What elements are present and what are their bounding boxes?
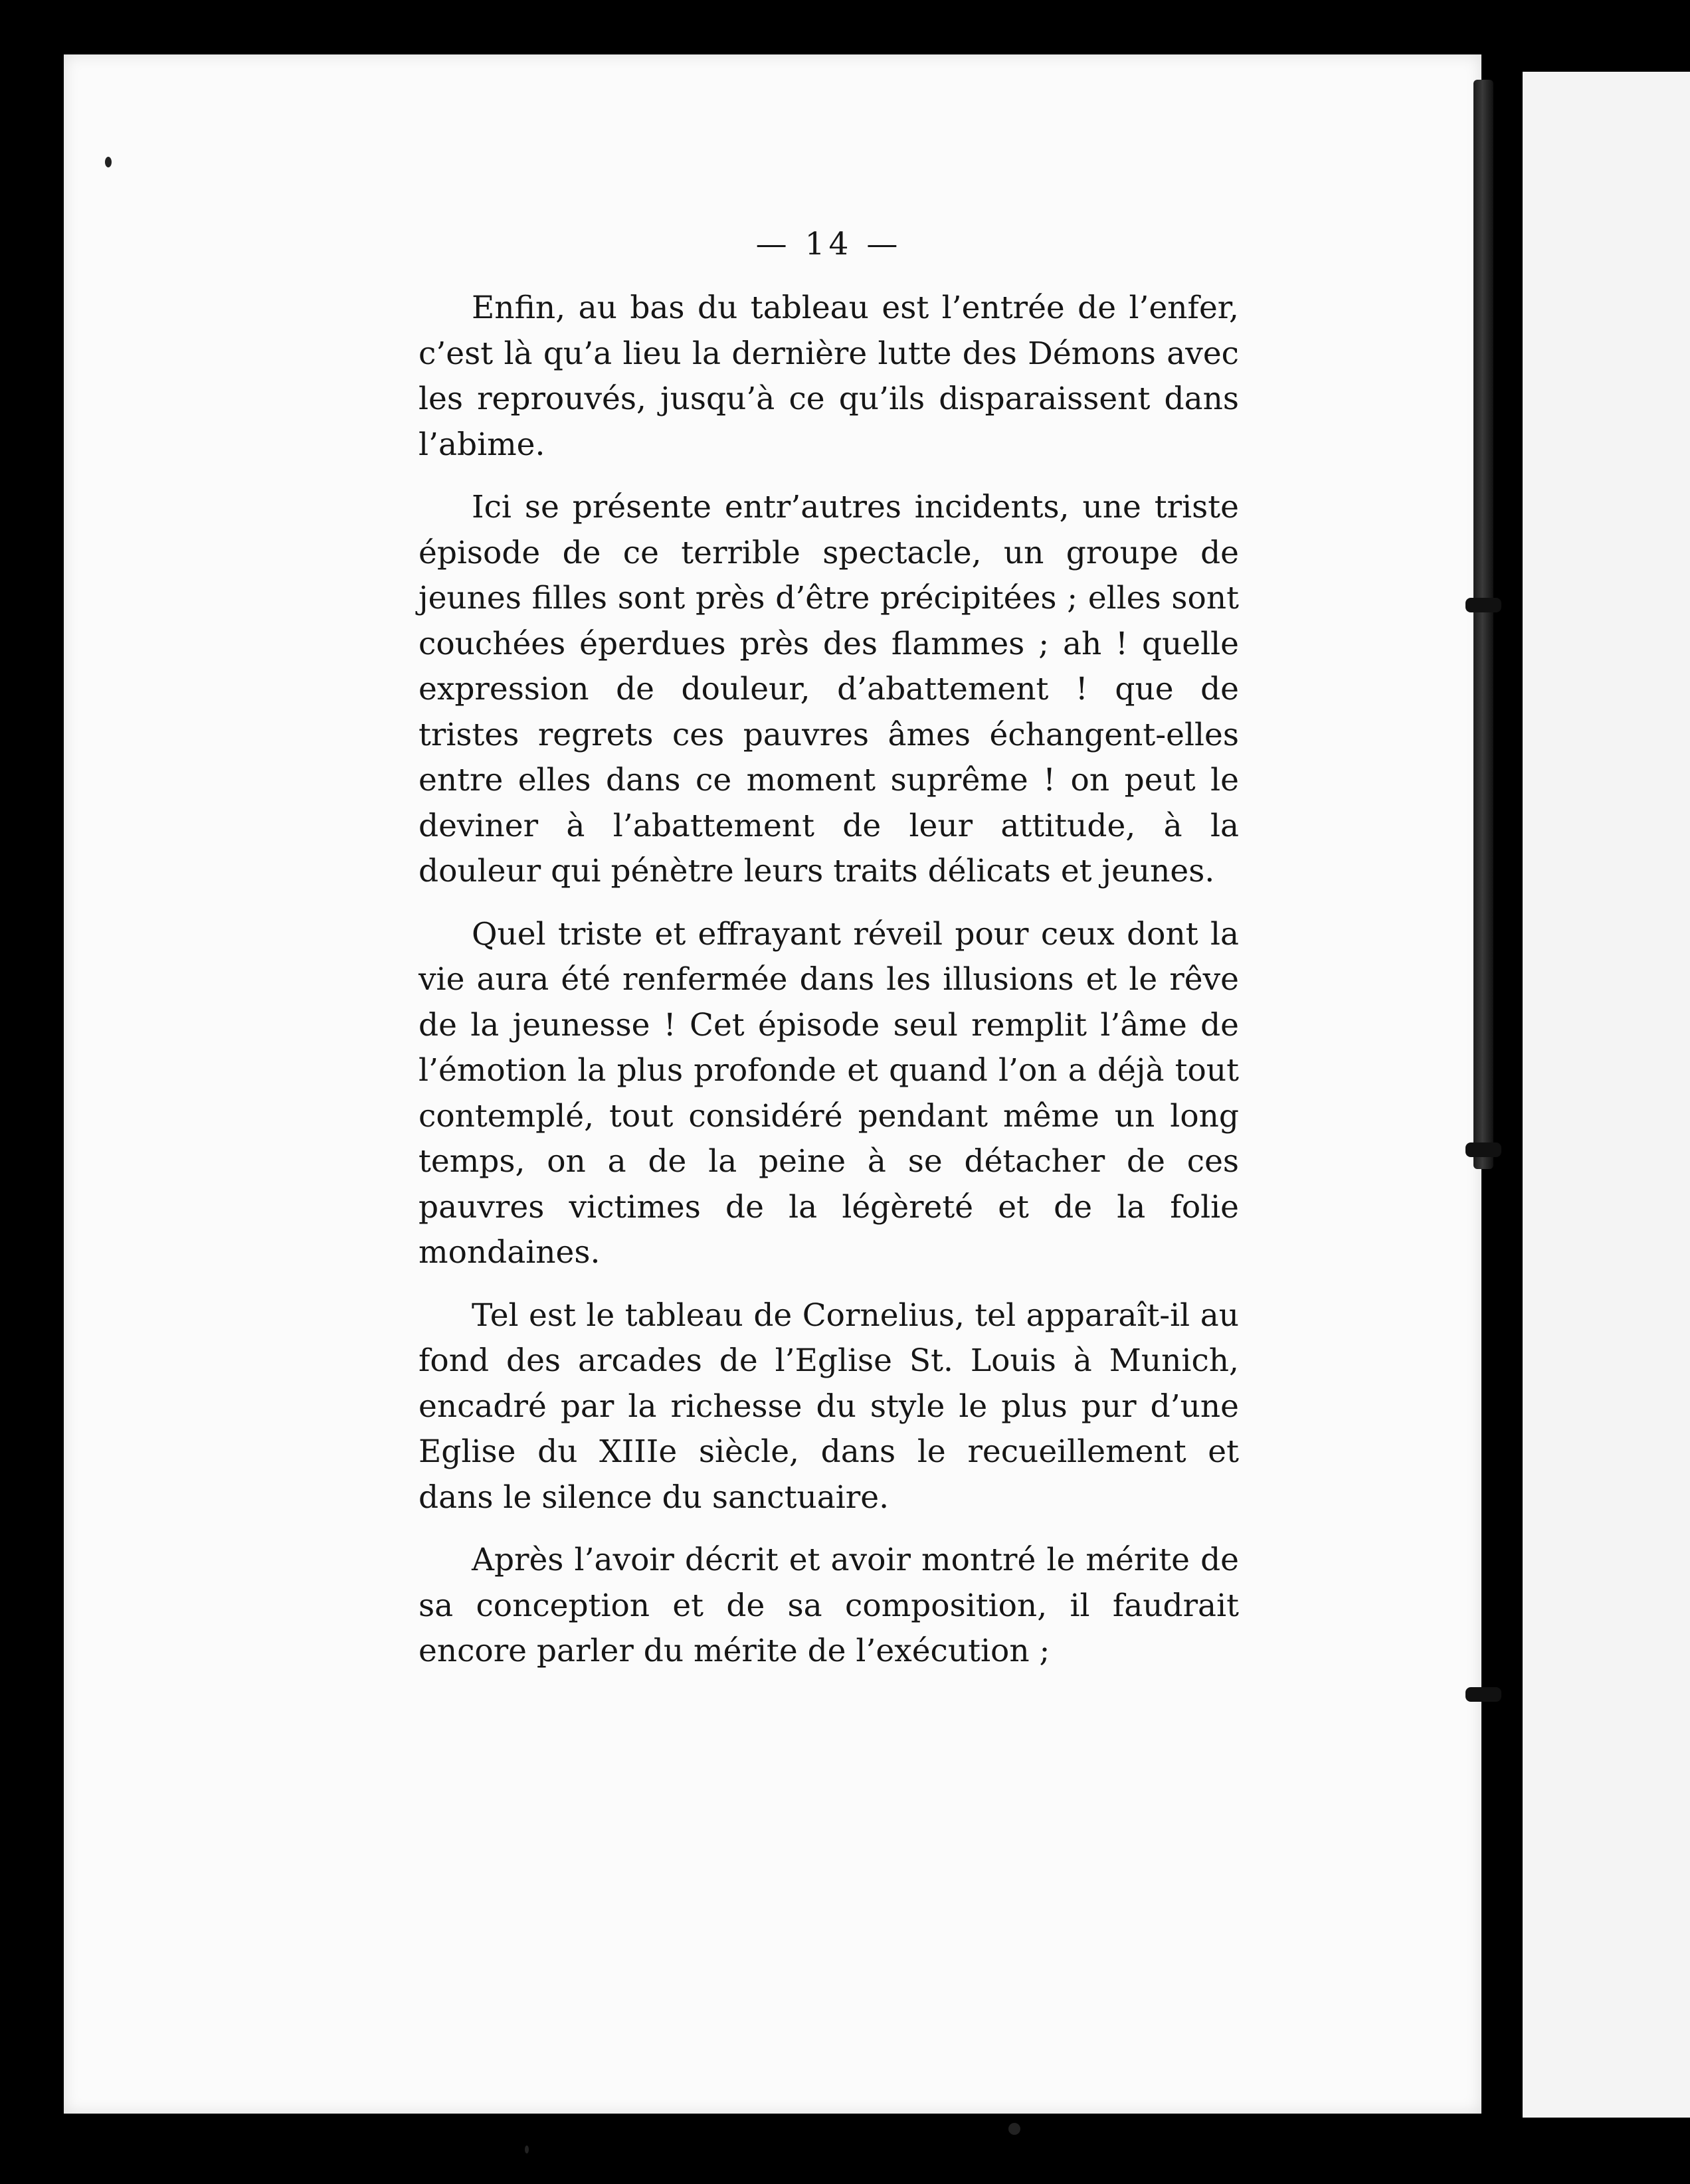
page-number: — 14 — bbox=[755, 226, 902, 262]
binding-thread-mark bbox=[1465, 1687, 1501, 1702]
text-column bbox=[419, 225, 1239, 1692]
paragraph: Tel est le tableau de Cornelius, tel apparaît-il au fond des arcades de l’Eglise St. Louis à Munich, encadré par la richesse du style le plus pur d’une Eglise du XIIIe siècle, dans le recueillement et dans le silence du sanctuaire. bbox=[419, 1297, 1239, 1516]
paragraph: Après l’avoir décrit et avoir montré le mérite de sa conception et de sa composition, il faudrait encore parler du mérite de l’exécution ; bbox=[419, 1542, 1239, 1669]
paragraph: Ici se présente entr’autres incidents, une triste épisode de ce terrible spectacle, un groupe de jeunes filles sont près d’être précipitées ; elles sont couchées éperdues près des flammes ; ah ! quelle expression de douleur, d’abattement ! que de tristes regrets ces pauvres âmes échangent-elles entre elles dans ce moment suprême ! on peut le deviner à l’abattement de leur attitude, à la douleur qui pénètre leurs traits délicats et jeunes. bbox=[419, 489, 1239, 889]
adjacent-page-edge bbox=[1523, 72, 1690, 2118]
paragraph: Quel triste et effrayant réveil pour ceux dont la vie aura été renfermée dans les illusions et le rêve de la jeunesse ! Cet épisode seul remplit l’âme de l’émotion la plus profonde et quand l’on a déjà tout contemplé, tout considéré pendant même un long temps, on a de la peine à se détacher de ces pauvres victimes de la légèreté et de la folie mondaines. bbox=[419, 915, 1239, 1271]
binding-thread-mark bbox=[1465, 598, 1501, 612]
scan-speck bbox=[1008, 2123, 1020, 2135]
scan-speck bbox=[105, 157, 112, 167]
binding-shadow bbox=[1473, 80, 1493, 1169]
binding-thread-mark bbox=[1465, 1142, 1501, 1157]
paragraph: Enfin, au bas du tableau est l’entrée de l’enfer, c’est là qu’a lieu la dernière lutte des Démons avec les reprouvés, jusqu’à ce qu’ils disparaissent dans l’abime. bbox=[419, 290, 1239, 463]
scan-speck bbox=[525, 2145, 529, 2153]
